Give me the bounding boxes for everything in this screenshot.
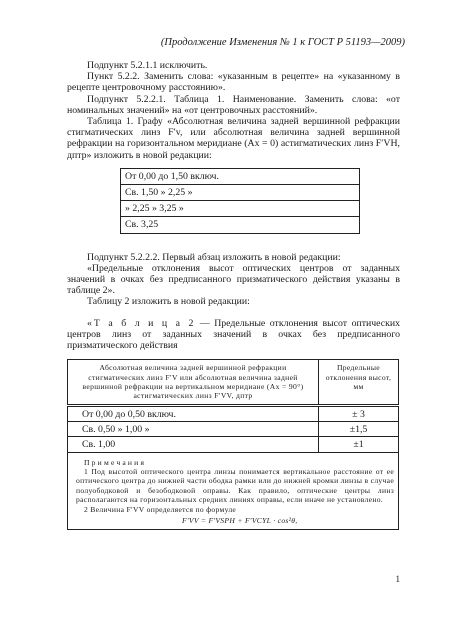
table-row (68, 437, 399, 452)
note-2: 2 Величина F′VV определяется по формуле (84, 504, 237, 514)
table-header-row (68, 360, 399, 406)
paragraph: Подпункт 5.2.2.1. Таблица 1. Наименование. Заменить слова: «от номинальных значений» на «от центровочных расстояний». (67, 93, 400, 116)
paragraph: Пункт 5.2.2. Заменить слова: «указанным в рецепте» на «указанному в рецепте центровочному расстоянию». (67, 71, 400, 94)
table-cell: Св. 0,50 » 1,00 » (68, 422, 319, 437)
table-2-caption-lead: «Т а б л и ц а 2 (87, 317, 196, 329)
paragraph: Подпункт 5.2.2.2. Первый абзац изложить в новой редакции: (87, 251, 341, 263)
table-cell: От 0,00 до 0,50 включ. (68, 405, 319, 421)
table-header-cell: Предельные отклонения высот, мм (319, 360, 399, 406)
page-header: (Продолжение Изменения № 1 к ГОСТ Р 51193—2009) (160, 37, 405, 48)
note-1: 1 Под высотой оптического центра линзы понимается вертикальное расстояние от ее оптического центра до нижней части ободка рамки или до нижней кромки линзы в случае полуободковой и безободковой оправы. Как правило, оптические центры линз располагаются на горизонтальных средних линиях оправы, если иначе не установлено. (76, 466, 394, 505)
table-cell: ± 3 (319, 405, 399, 421)
table-cell: ±1,5 (319, 422, 399, 437)
paragraph: Подпункт 5.2.1.1 исключить. (87, 60, 208, 71)
paragraph: «Предельные отклонения высот оптических центров от заданных значений в очках без предписанного призматического действия указаны в таблице 2». (67, 262, 400, 297)
table-cell: Св. 3,25 (121, 217, 360, 233)
formula: F′VV = F′VSPH + F′VCYL · cos²θ, (182, 515, 298, 525)
table-row (121, 201, 360, 217)
table-cell: Св. 1,00 (68, 437, 319, 452)
table-row (121, 217, 360, 233)
table-notes-row (68, 452, 399, 530)
table-1-column (120, 168, 360, 234)
paragraph: Таблицу 2 изложить в новой редакции: (87, 296, 250, 308)
table-cell: ±1 (319, 437, 399, 452)
document-body (67, 60, 400, 530)
table-2-caption (67, 318, 400, 352)
table-row (121, 168, 360, 184)
table-2 (67, 359, 399, 530)
table-cell: » 2,25 » 3,25 » (121, 201, 360, 217)
table-2-caption-text: — Предельные отклонения высот оптических центров линз от заданных значений в очках без предписанного призматического действия (67, 317, 400, 352)
table-row (68, 405, 399, 421)
table-cell: Св. 1,50 » 2,25 » (121, 185, 360, 201)
notes-title: Примечания (84, 457, 147, 467)
paragraph: Таблица 1. Графу «Абсолютная величина задней вершинной рефракции стигматических линз F′v, или абсолютная величина задней вершинной рефракции на горизонтальном меридиане (Ax = 0) астигматических линз F′VH, дптр» изложить в новой редакции: (67, 116, 400, 161)
table-notes (68, 452, 399, 530)
table-row (68, 422, 399, 437)
page-number: 1 (395, 574, 400, 584)
table-cell: От 0,00 до 1,50 включ. (121, 168, 360, 184)
table-header-cell: Абсолютная величина задней вершинной рефракции стигматических линз F′V или абсолютная величина задней вершинной рефракции на вертикальном меридиане (Ax = 90°) астигматических линз F′VV, дптр (68, 360, 319, 406)
table-row (121, 185, 360, 201)
